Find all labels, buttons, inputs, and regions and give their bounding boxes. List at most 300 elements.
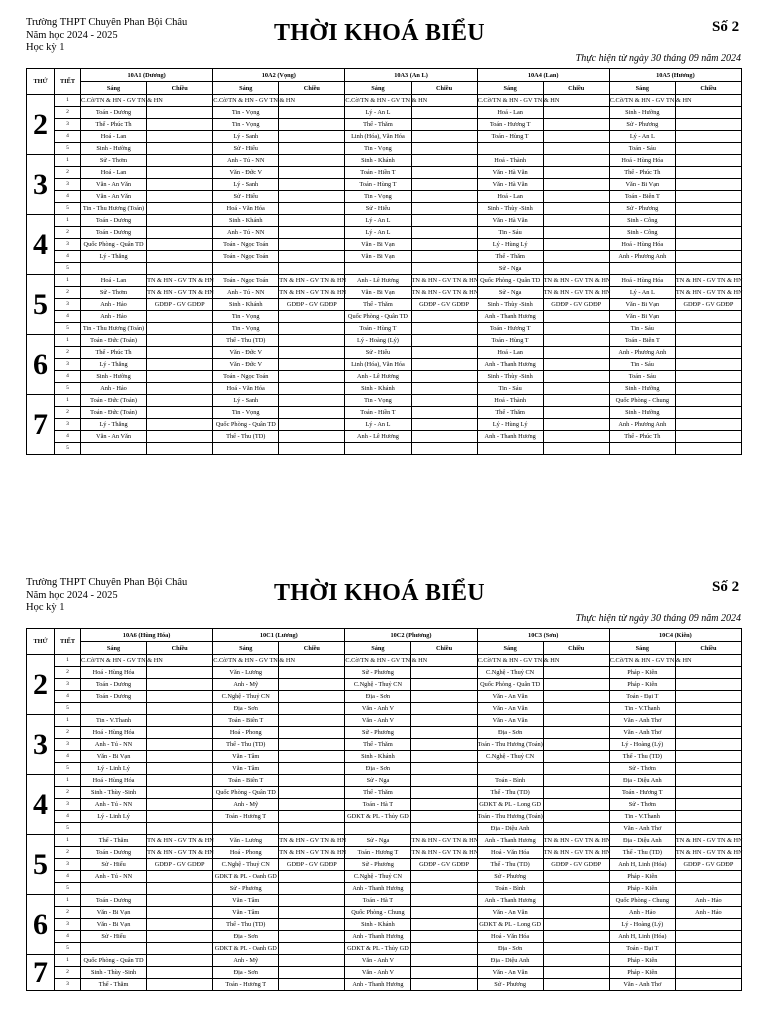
schedule-cell: GDĐP - GV GDĐP <box>147 299 213 311</box>
schedule-cell: Tin - Thu Hương (Toán) <box>81 203 147 215</box>
period-row <box>27 347 742 359</box>
period-row <box>27 931 742 943</box>
schedule-cell <box>543 919 609 931</box>
schedule-cell: Sử - Hiếu <box>213 191 279 203</box>
schedule-cell: Toán - Sáu <box>609 143 675 155</box>
schedule-cell: Anh - Tú - NN <box>213 155 279 167</box>
schedule-cell <box>543 787 609 799</box>
schedule-cell <box>543 943 609 955</box>
schedule-cell: TN & HN - GV TN & HN <box>675 275 741 287</box>
schedule-cell <box>279 215 345 227</box>
schedule-cell <box>675 419 741 431</box>
period-number: 4 <box>55 191 81 203</box>
schedule-cell: Lý - Linh Lý <box>81 763 147 775</box>
schedule-cell: Thể - Thăm <box>345 787 411 799</box>
period-number: 5 <box>55 383 81 395</box>
timetable-sheet-2 <box>0 560 768 1030</box>
schedule-cell: Tin - Sáu <box>477 227 543 239</box>
day-label: 4 <box>27 215 55 275</box>
schedule-cell <box>543 727 609 739</box>
schedule-cell: Văn - Tâm <box>213 895 279 907</box>
session-morning-header: Sáng <box>81 82 147 95</box>
period-number: 3 <box>55 359 81 371</box>
period-number: 1 <box>55 335 81 347</box>
schedule-cell: Toán - Đại T <box>609 691 675 703</box>
schedule-cell <box>147 383 213 395</box>
schedule-cell <box>675 383 741 395</box>
day-label: 7 <box>27 395 55 455</box>
schedule-cell: GDĐP - GV GDĐP <box>675 859 741 871</box>
timetable-table <box>26 68 742 455</box>
schedule-cell: TN & HN - GV TN & HN <box>411 847 477 859</box>
schedule-cell <box>477 443 543 455</box>
period-row <box>27 251 742 263</box>
schedule-cell: TN & HN - GV TN & HN <box>543 287 609 299</box>
class-header: 10A5 (Hương) <box>609 69 741 82</box>
session-afternoon-header: Chiều <box>147 642 213 655</box>
schedule-cell <box>543 323 609 335</box>
period-number: 5 <box>55 263 81 275</box>
period-row <box>27 359 742 371</box>
schedule-cell: Pháp - Kiên <box>609 967 675 979</box>
schedule-cell <box>543 823 609 835</box>
schedule-cell <box>675 407 741 419</box>
schedule-cell <box>411 979 477 991</box>
schedule-cell: Tin - Vọng <box>213 323 279 335</box>
schedule-cell <box>81 703 147 715</box>
schedule-cell <box>411 203 477 215</box>
schedule-cell <box>411 311 477 323</box>
schedule-cell: TN & HN - GV TN & HN <box>411 275 477 287</box>
session-afternoon-header: Chiều <box>279 642 345 655</box>
period-number: 5 <box>55 943 81 955</box>
schedule-cell <box>147 979 213 991</box>
schedule-cell <box>411 667 477 679</box>
schedule-cell: Văn - Tâm <box>213 907 279 919</box>
schedule-cell: Pháp - Kiên <box>609 955 675 967</box>
period-number: 3 <box>55 739 81 751</box>
schedule-cell <box>147 227 213 239</box>
schedule-cell: Quốc Phòng - Quân TD <box>81 955 147 967</box>
schedule-cell <box>543 179 609 191</box>
schedule-cell <box>81 263 147 275</box>
schedule-cell: Văn - Lương <box>213 667 279 679</box>
period-number: 1 <box>55 715 81 727</box>
school-header <box>26 577 187 615</box>
schedule-cell: Sử - Phương <box>477 979 543 991</box>
period-row <box>27 215 742 227</box>
schedule-cell <box>279 239 345 251</box>
period-number: 5 <box>55 763 81 775</box>
schedule-cell <box>279 419 345 431</box>
schedule-cell: Địa - Diệu Anh <box>477 955 543 967</box>
schedule-cell: Toán - Hùng T <box>345 179 411 191</box>
schedule-cell: GDĐP - GV GDĐP <box>675 299 741 311</box>
period-number: 3 <box>55 679 81 691</box>
schedule-cell <box>675 679 741 691</box>
schedule-cell: TN & HN - GV TN & HN <box>411 287 477 299</box>
schedule-cell: Anh - Mỹ <box>213 679 279 691</box>
schedule-cell: Sử - Nga <box>477 263 543 275</box>
schedule-cell: Toán - Hương T <box>477 119 543 131</box>
schedule-cell <box>147 443 213 455</box>
schedule-cell <box>543 715 609 727</box>
schedule-cell: Sinh - Công <box>609 227 675 239</box>
period-row <box>27 431 742 443</box>
schedule-cell <box>147 371 213 383</box>
schedule-cell: GDKT & PL - Thủy GD <box>345 811 411 823</box>
schedule-cell: Sử - Nga <box>345 835 411 847</box>
schedule-cell <box>147 883 213 895</box>
period-number: 2 <box>55 287 81 299</box>
session-morning-header: Sáng <box>609 642 675 655</box>
period-row <box>27 967 742 979</box>
schedule-cell: Lý - Thắng <box>81 419 147 431</box>
schedule-cell: Tin - Thu Hương (Toán) <box>81 323 147 335</box>
schedule-cell <box>279 443 345 455</box>
schedule-cell: Thể - Thu (TD) <box>609 847 675 859</box>
schedule-cell: GDĐP - GV GDĐP <box>543 299 609 311</box>
schedule-cell: Địa - Diệu Anh <box>609 835 675 847</box>
semester: Học kỳ 1 <box>26 602 65 613</box>
schedule-cell <box>147 943 213 955</box>
schedule-cell <box>675 335 741 347</box>
schedule-cell <box>279 727 345 739</box>
schedule-cell <box>279 263 345 275</box>
day-label: 2 <box>27 655 55 715</box>
period-row <box>27 275 742 287</box>
schedule-cell <box>147 823 213 835</box>
schedule-cell: Văn - Tâm <box>213 763 279 775</box>
schedule-cell <box>147 407 213 419</box>
schedule-cell: Toán - Dương <box>81 691 147 703</box>
schedule-cell <box>543 955 609 967</box>
schedule-cell: Thể - Thăm <box>345 739 411 751</box>
period-row <box>27 407 742 419</box>
schedule-cell: Quốc Phòng - Quân TD <box>477 679 543 691</box>
schedule-cell <box>81 943 147 955</box>
period-row <box>27 191 742 203</box>
schedule-cell: Lý - Linh Lý <box>81 811 147 823</box>
schedule-cell <box>411 883 477 895</box>
schedule-cell <box>411 347 477 359</box>
schedule-cell: Văn - Anh Thơ <box>609 823 675 835</box>
schedule-cell <box>543 419 609 431</box>
schedule-cell <box>675 811 741 823</box>
schedule-cell <box>147 811 213 823</box>
schedule-cell: Quốc Phòng - Quân TD <box>345 311 411 323</box>
period-number: 4 <box>55 251 81 263</box>
schedule-cell: Anh - Thanh Hương <box>477 895 543 907</box>
schedule-cell <box>279 251 345 263</box>
period-row <box>27 871 742 883</box>
timetable-table <box>26 628 742 991</box>
period-row <box>27 883 742 895</box>
period-number: 1 <box>55 895 81 907</box>
schedule-cell <box>543 227 609 239</box>
class-header: 10A4 (Lan) <box>477 69 609 82</box>
schedule-cell <box>147 131 213 143</box>
period-number: 4 <box>55 311 81 323</box>
period-row <box>27 227 742 239</box>
schedule-cell: Văn - Anh V <box>345 715 411 727</box>
schedule-cell <box>543 359 609 371</box>
schedule-cell <box>279 143 345 155</box>
period-number: 2 <box>55 407 81 419</box>
schedule-cell: Văn - Bi Vạn <box>345 239 411 251</box>
schedule-cell: Sinh - Thùy -Sinh <box>81 967 147 979</box>
session-afternoon-header: Chiều <box>543 642 609 655</box>
session-morning-header: Sáng <box>81 642 147 655</box>
schedule-cell: Địa - Diệu Anh <box>609 775 675 787</box>
period-row <box>27 323 742 335</box>
schedule-cell: TN & HN - GV TN & HN <box>279 847 345 859</box>
schedule-cell <box>147 715 213 727</box>
schedule-cell: Sử - Phương <box>477 871 543 883</box>
schedule-cell <box>675 979 741 991</box>
schedule-cell <box>147 143 213 155</box>
schedule-cell <box>147 251 213 263</box>
schedule-cell <box>411 895 477 907</box>
period-number: 2 <box>55 167 81 179</box>
semester: Học kỳ 1 <box>26 42 65 53</box>
schedule-cell: Anh - Tú - NN <box>81 739 147 751</box>
session-morning-header: Sáng <box>609 82 675 95</box>
schedule-cell <box>147 191 213 203</box>
schedule-cell: Anh - Phương Anh <box>609 347 675 359</box>
schedule-cell: Lý - Hoàng (Lý) <box>609 919 675 931</box>
session-afternoon-header: Chiều <box>675 642 741 655</box>
schedule-cell <box>147 667 213 679</box>
class-header: 10C4 (Kiên) <box>609 629 741 642</box>
schedule-cell: TN & HN - GV TN & HN <box>147 835 213 847</box>
schedule-cell: Anh - Thanh Hương <box>477 431 543 443</box>
schedule-cell: Thể - Thăm <box>81 835 147 847</box>
schedule-cell <box>411 215 477 227</box>
schedule-cell <box>279 787 345 799</box>
schedule-cell: Sinh - Hường <box>609 407 675 419</box>
schedule-cell: C.Cờ/TN & HN - GV TN & HN <box>477 655 543 667</box>
schedule-cell: Địa - Sơn <box>345 763 411 775</box>
period-number: 3 <box>55 919 81 931</box>
period-number: 1 <box>55 835 81 847</box>
schedule-cell <box>81 823 147 835</box>
period-row <box>27 775 742 787</box>
schedule-cell: Sinh - Khánh <box>345 751 411 763</box>
schedule-cell: Văn - Anh V <box>345 955 411 967</box>
schedule-cell: Sinh - Khánh <box>213 299 279 311</box>
schedule-cell <box>543 347 609 359</box>
schedule-cell <box>675 395 741 407</box>
period-number: 1 <box>55 655 81 667</box>
class-header: 10C1 (Lương) <box>213 629 345 642</box>
schedule-cell <box>411 679 477 691</box>
class-header: 10A6 (Hùng Hóa) <box>81 629 213 642</box>
period-number: 3 <box>55 239 81 251</box>
schedule-cell: Sử - Thơm <box>81 155 147 167</box>
schedule-cell: TN & HN - GV TN & HN <box>147 847 213 859</box>
schedule-cell: Pháp - Kiên <box>609 871 675 883</box>
schedule-cell: Toán - Đức (Toán) <box>81 407 147 419</box>
schedule-cell: Anh - Tú - NN <box>213 287 279 299</box>
schedule-cell: Sử - Phương <box>609 203 675 215</box>
period-number: 1 <box>55 95 81 107</box>
session-morning-header: Sáng <box>213 642 279 655</box>
schedule-cell: Toán - Đức (Toán) <box>81 395 147 407</box>
schedule-cell: Tin - Vọng <box>213 119 279 131</box>
schedule-cell: Lý - Thắng <box>81 359 147 371</box>
schedule-cell <box>411 383 477 395</box>
schedule-cell <box>411 799 477 811</box>
schedule-cell <box>411 751 477 763</box>
schedule-cell <box>411 763 477 775</box>
schedule-cell <box>279 167 345 179</box>
schedule-cell <box>675 667 741 679</box>
period-row <box>27 751 742 763</box>
schedule-cell: GDKT & PL - Oanh GD <box>213 943 279 955</box>
schedule-cell: Sinh - Khánh <box>345 383 411 395</box>
schedule-cell <box>675 443 741 455</box>
document-number: Số 2 <box>712 579 740 595</box>
schedule-cell: Văn - Bi Vạn <box>81 907 147 919</box>
schedule-cell: Thể - Thu (TD) <box>213 335 279 347</box>
period-number: 2 <box>55 787 81 799</box>
schedule-cell <box>543 775 609 787</box>
schedule-cell <box>675 131 741 143</box>
period-row <box>27 787 742 799</box>
schedule-cell: Lý - Hoàng (Lý) <box>345 335 411 347</box>
schedule-cell <box>147 751 213 763</box>
schedule-cell <box>411 703 477 715</box>
school-name: Trường THPT Chuyên Phan Bội Châu <box>26 17 188 28</box>
schedule-cell <box>411 323 477 335</box>
schedule-cell: Văn - An Văn <box>477 715 543 727</box>
schedule-cell: Thể - Thu (TD) <box>213 431 279 443</box>
period-number: 4 <box>55 371 81 383</box>
schedule-cell: Hoá - Văn Hóa <box>477 847 543 859</box>
schedule-cell: Văn - Anh Thơ <box>609 979 675 991</box>
schedule-cell: GDKT & PL - Thủy GD <box>345 943 411 955</box>
schedule-cell: Tin - Sáu <box>609 323 675 335</box>
schedule-cell <box>543 119 609 131</box>
schedule-cell: Quốc Phòng - Chung <box>609 395 675 407</box>
period-number: 3 <box>55 859 81 871</box>
schedule-cell <box>279 955 345 967</box>
schedule-cell: Toán - Ngọc Toán <box>213 275 279 287</box>
schedule-cell: Văn - Anh Thơ <box>609 715 675 727</box>
schedule-cell: Thể - Phúc Th <box>609 167 675 179</box>
schedule-cell: Tin - Sáu <box>609 359 675 371</box>
schedule-cell: TN & HN - GV TN & HN <box>147 275 213 287</box>
schedule-cell <box>279 679 345 691</box>
period-row <box>27 811 742 823</box>
schedule-cell <box>279 119 345 131</box>
schedule-cell: Văn - Hà Văn <box>477 179 543 191</box>
schedule-cell: Linh (Hóa), Văn Hóa <box>345 359 411 371</box>
schedule-cell: Địa - Sơn <box>213 703 279 715</box>
day-label: 5 <box>27 835 55 895</box>
schedule-cell: Lý - An L <box>609 131 675 143</box>
schedule-cell: Địa - Sơn <box>213 931 279 943</box>
schedule-cell <box>543 143 609 155</box>
schedule-cell: Hoá - Thành <box>477 155 543 167</box>
schedule-cell <box>675 359 741 371</box>
period-row <box>27 155 742 167</box>
schedule-cell: Anh - Lê Hương <box>345 371 411 383</box>
schedule-cell: Văn - Hà Văn <box>477 167 543 179</box>
schedule-cell <box>213 823 279 835</box>
schedule-cell: Toán - Dương <box>81 679 147 691</box>
schedule-cell: C.Nghệ - Thuỷ CN <box>345 679 411 691</box>
period-row <box>27 419 742 431</box>
schedule-cell: Anh H, Linh (Hóa) <box>609 931 675 943</box>
schedule-cell: Sử - Phương <box>213 883 279 895</box>
schedule-cell: Văn - Lương <box>213 835 279 847</box>
class-header: 10A2 (Vọng) <box>213 69 345 82</box>
schedule-cell <box>675 775 741 787</box>
schedule-cell: GDĐP - GV GDĐP <box>411 299 477 311</box>
schedule-cell: Thể - Phúc Th <box>81 119 147 131</box>
schedule-cell <box>543 263 609 275</box>
school-name: Trường THPT Chuyên Phan Bội Châu <box>26 577 188 588</box>
period-row <box>27 107 742 119</box>
schedule-cell <box>675 119 741 131</box>
period-number: 3 <box>55 419 81 431</box>
schedule-cell <box>543 811 609 823</box>
schedule-cell: Địa - Sơn <box>477 943 543 955</box>
period-row <box>27 979 742 991</box>
session-morning-header: Sáng <box>345 642 411 655</box>
schedule-cell <box>543 871 609 883</box>
schedule-cell: Toán - Ngọc Toán <box>213 371 279 383</box>
schedule-cell <box>675 703 741 715</box>
schedule-cell <box>147 155 213 167</box>
schedule-cell: Sử - Hiếu <box>345 203 411 215</box>
schedule-cell <box>675 727 741 739</box>
schedule-cell: Anh - Thanh Hương <box>345 931 411 943</box>
schedule-cell <box>147 419 213 431</box>
schedule-cell: C.Cờ/TN & HN - GV TN & HN <box>609 95 675 107</box>
schedule-cell <box>279 751 345 763</box>
schedule-cell <box>279 931 345 943</box>
period-row <box>27 383 742 395</box>
schedule-cell: Toán - Đức (Toán) <box>81 335 147 347</box>
schedule-cell: Anh - Hảo <box>609 907 675 919</box>
schedule-cell <box>675 167 741 179</box>
schedule-cell <box>411 359 477 371</box>
schedule-cell <box>675 323 741 335</box>
period-number: 4 <box>55 691 81 703</box>
schedule-cell <box>411 787 477 799</box>
period-number: 1 <box>55 155 81 167</box>
schedule-cell: Pháp - Kiên <box>609 883 675 895</box>
period-row <box>27 895 742 907</box>
schedule-cell <box>675 751 741 763</box>
schedule-cell: Sinh - Hường <box>609 383 675 395</box>
period-row <box>27 763 742 775</box>
period-number: 5 <box>55 143 81 155</box>
schedule-cell: Hoá - Văn Hóa <box>213 203 279 215</box>
schedule-cell <box>279 691 345 703</box>
period-number: 3 <box>55 799 81 811</box>
schedule-cell: Quốc Phòng - Quân TD <box>213 787 279 799</box>
schedule-cell: Toán - Ngọc Toán <box>213 239 279 251</box>
schedule-cell <box>279 907 345 919</box>
schedule-cell: Toán - Biên T <box>213 775 279 787</box>
day-label: 5 <box>27 275 55 335</box>
schedule-cell: Sử - Hiếu <box>213 143 279 155</box>
schedule-cell <box>411 251 477 263</box>
